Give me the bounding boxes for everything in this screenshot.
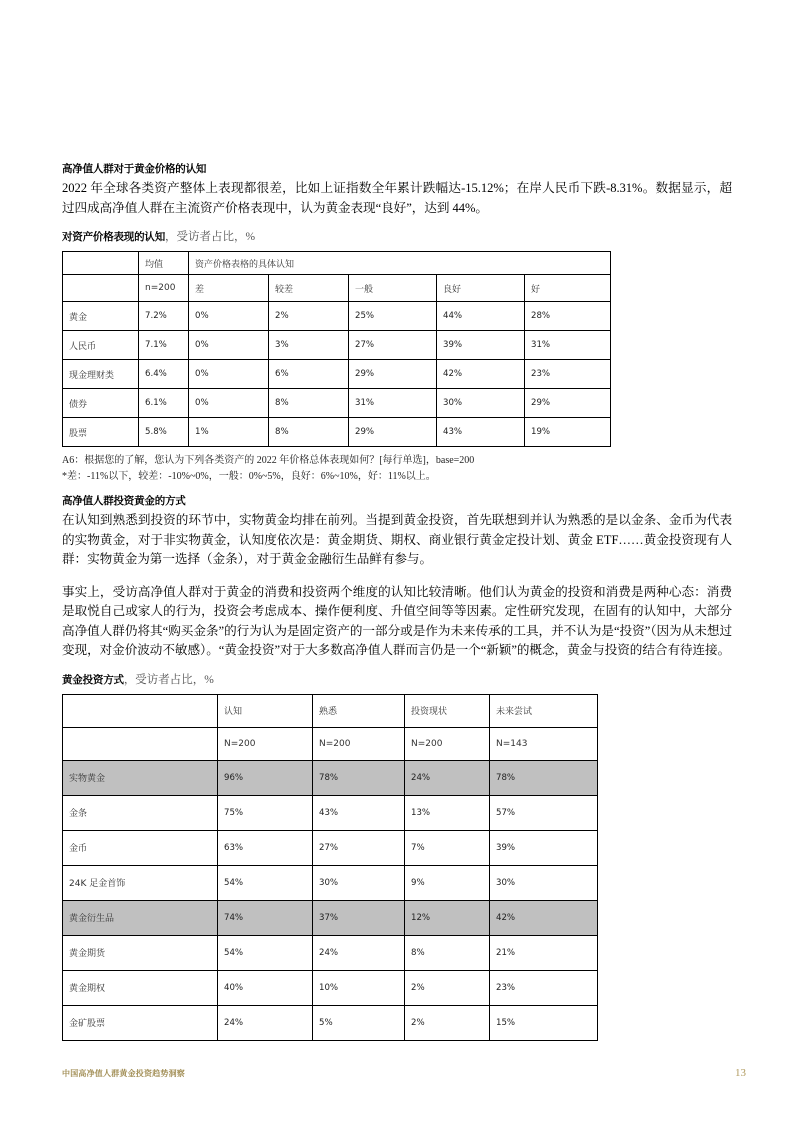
cell-value: 78% (313, 760, 405, 795)
chart-title-sub-1: ，受访者占比，% (165, 231, 256, 243)
table-row (63, 360, 611, 389)
section2-paragraph-1: 在认知到熟悉到投资的环节中，实物黄金均排在前列。当提到黄金投资，首先联想到并认为熟悉的是以金条、金币为代表的实物黄金，对于非实物黄金，认知度依次是：黄金期货、期权、商业银行黄金定投计划、黄金 ETF……黄金投资现有人群：实物黄金为第一选择（金条），对于黄金金融衍生品鲜有参与。 (62, 513, 732, 566)
footer-report-title: 中国高净值人群黄金投资趋势洞察 (62, 1068, 185, 1078)
table-row (63, 970, 598, 1005)
cell-value: 31% (349, 389, 437, 418)
header-familiarity: 熟悉 (313, 694, 405, 727)
cell-value: 31% (525, 331, 611, 360)
subheader-0 (63, 275, 139, 302)
cell-value: 78% (490, 760, 598, 795)
row-label: 金币 (63, 830, 218, 865)
cell-value: 40% (218, 970, 313, 1005)
header-future-intent: 未来尝试 (490, 694, 598, 727)
table-gold-investment-ways (62, 694, 598, 1041)
cell-value: 1% (189, 418, 269, 447)
cell-value: 7% (405, 830, 490, 865)
cell-value: 39% (490, 830, 598, 865)
chart-title-bold-1: 对资产价格表现的认知 (62, 231, 165, 243)
cell-value: 8% (269, 418, 349, 447)
section-heading-gold-price-perception: 高净值人群对于黄金价格的认知 (62, 163, 207, 175)
cell-value: 24% (405, 760, 490, 795)
cell-value: 25% (349, 302, 437, 331)
cell-value: 63% (218, 830, 313, 865)
base-familiarity: N=200 (313, 727, 405, 760)
cell-value: 29% (349, 418, 437, 447)
row-label: 黄金期货 (63, 935, 218, 970)
base-current-investment: N=200 (405, 727, 490, 760)
page-footer (62, 1065, 746, 1081)
cell-value: 5.8% (139, 418, 189, 447)
cell-value: 27% (313, 830, 405, 865)
cell-value: 57% (490, 795, 598, 830)
table-row (63, 795, 598, 830)
table-row (63, 760, 598, 795)
row-label: 实物黄金 (63, 760, 218, 795)
footnote-question-a6: A6：根据您的了解，您认为下列各类资产的 2022 年价格总体表现如何？[每行单选]，base=200 (62, 455, 475, 466)
cell-value: 0% (189, 302, 269, 331)
cell-value: 2% (269, 302, 349, 331)
row-label: 黄金期权 (63, 970, 218, 1005)
table-row (63, 900, 598, 935)
chart-title-asset-price-perception (62, 230, 732, 245)
row-label: 金条 (63, 795, 218, 830)
table-row-header-group (63, 252, 611, 275)
cell-value: 54% (218, 865, 313, 900)
subheader-poor: 差 (189, 275, 269, 302)
subheader-n: n=200 (139, 275, 189, 302)
cell-value: 19% (525, 418, 611, 447)
cell-value: 44% (437, 302, 525, 331)
cell-value: 2% (405, 970, 490, 1005)
cell-value: 43% (313, 795, 405, 830)
row-label: 金矿股票 (63, 1005, 218, 1040)
base-awareness: N=200 (218, 727, 313, 760)
header-corner-empty (63, 252, 139, 275)
cell-value: 29% (525, 389, 611, 418)
cell-value: 43% (437, 418, 525, 447)
cell-value: 8% (405, 935, 490, 970)
cell-value: 24% (313, 935, 405, 970)
cell-value: 15% (490, 1005, 598, 1040)
table-row (63, 302, 611, 331)
subheader-good: 良好 (437, 275, 525, 302)
cell-value: 28% (525, 302, 611, 331)
cell-value: 6% (269, 360, 349, 389)
cell-value: 23% (525, 360, 611, 389)
cell-value: 6.1% (139, 389, 189, 418)
section2-paragraph-2: 事实上，受访高净值人群对于黄金的消费和投资两个维度的认知比较清晰。他们认为黄金的投资和消费是两种心态：消费是取悦自己或家人的行为，投资会考虑成本、操作便利度、升值空间等等因素。定性研究发现，在固有的认知中，大部分高净值人群仍将其“购买金条”的行为认为是固定资产的一部分或是作为未来传承的工具，并不认为是“投资”（因为从未想过变现，对金价波动不敏感）。“黄金投资”对于大多数高净值人群而言仍是一个“新颖”的概念，黄金与投资的结合有待连接。 (62, 584, 732, 657)
row-label: 黄金 (63, 302, 139, 331)
cell-value: 7.2% (139, 302, 189, 331)
subheader-average: 一般 (349, 275, 437, 302)
page-content (62, 162, 732, 1041)
cell-value: 0% (189, 389, 269, 418)
header-corner-empty (63, 694, 218, 727)
row-label: 24K 足金首饰 (63, 865, 218, 900)
footnote-scale-definition: *差：-11%以下，较差：-10%~0%，一般：0%~5%，良好：6%~10%，好：11%以上。 (62, 471, 436, 482)
cell-value: 30% (437, 389, 525, 418)
header-current-investment: 投资现状 (405, 694, 490, 727)
cell-value: 7.1% (139, 331, 189, 360)
cell-value: 9% (405, 865, 490, 900)
row-label: 现金理财类 (63, 360, 139, 389)
table-row (63, 389, 611, 418)
cell-value: 21% (490, 935, 598, 970)
cell-value: 96% (218, 760, 313, 795)
row-label: 人民币 (63, 331, 139, 360)
header-awareness: 认知 (218, 694, 313, 727)
header-group-detail: 资产价格表格的具体认知 (189, 252, 611, 275)
table-row (63, 418, 611, 447)
chart-title-bold-2: 黄金投资方式 (62, 673, 124, 686)
cell-value: 0% (189, 331, 269, 360)
cell-value: 6.4% (139, 360, 189, 389)
cell-value: 0% (189, 360, 269, 389)
cell-value: 30% (313, 865, 405, 900)
cell-value: 75% (218, 795, 313, 830)
cell-value: 42% (490, 900, 598, 935)
row-label: 债券 (63, 389, 139, 418)
cell-value: 5% (313, 1005, 405, 1040)
cell-value: 2% (405, 1005, 490, 1040)
base-future-intent: N=143 (490, 727, 598, 760)
cell-value: 13% (405, 795, 490, 830)
table-row (63, 1005, 598, 1040)
cell-value: 8% (269, 389, 349, 418)
cell-value: 74% (218, 900, 313, 935)
section1-paragraph: 2022 年全球各类资产整体上表现都很差，比如上证指数全年累计跌幅达-15.12%；在岸人民币下跌-8.31%。数据显示，超过四成高净值人群在主流资产价格表现中，认为黄金表现“良好”，达到 44%。 (62, 181, 732, 215)
table-row-base (63, 727, 598, 760)
cell-value: 42% (437, 360, 525, 389)
header-group-mean: 均值 (139, 252, 189, 275)
cell-value: 29% (349, 360, 437, 389)
section-heading-gold-investment-methods: 高净值人群投资黄金的方式 (62, 495, 186, 507)
chart-title-sub-2: ，受访者占比，% (123, 673, 214, 686)
chart-title-gold-investment-ways (62, 673, 732, 688)
base-corner-empty (63, 727, 218, 760)
table-row (63, 865, 598, 900)
cell-value: 3% (269, 331, 349, 360)
cell-value: 24% (218, 1005, 313, 1040)
cell-value: 54% (218, 935, 313, 970)
table-row-subheader (63, 275, 611, 302)
cell-value: 37% (313, 900, 405, 935)
table-row (63, 830, 598, 865)
cell-value: 39% (437, 331, 525, 360)
subheader-fairly-poor: 较差 (269, 275, 349, 302)
row-label: 股票 (63, 418, 139, 447)
subheader-very-good: 好 (525, 275, 611, 302)
table-row-header (63, 694, 598, 727)
cell-value: 27% (349, 331, 437, 360)
row-label: 黄金衍生品 (63, 900, 218, 935)
cell-value: 10% (313, 970, 405, 1005)
footer-page-number: 13 (735, 1067, 746, 1079)
table-row (63, 331, 611, 360)
cell-value: 30% (490, 865, 598, 900)
cell-value: 23% (490, 970, 598, 1005)
table-asset-price-perception (62, 251, 611, 447)
table-row (63, 935, 598, 970)
cell-value: 12% (405, 900, 490, 935)
